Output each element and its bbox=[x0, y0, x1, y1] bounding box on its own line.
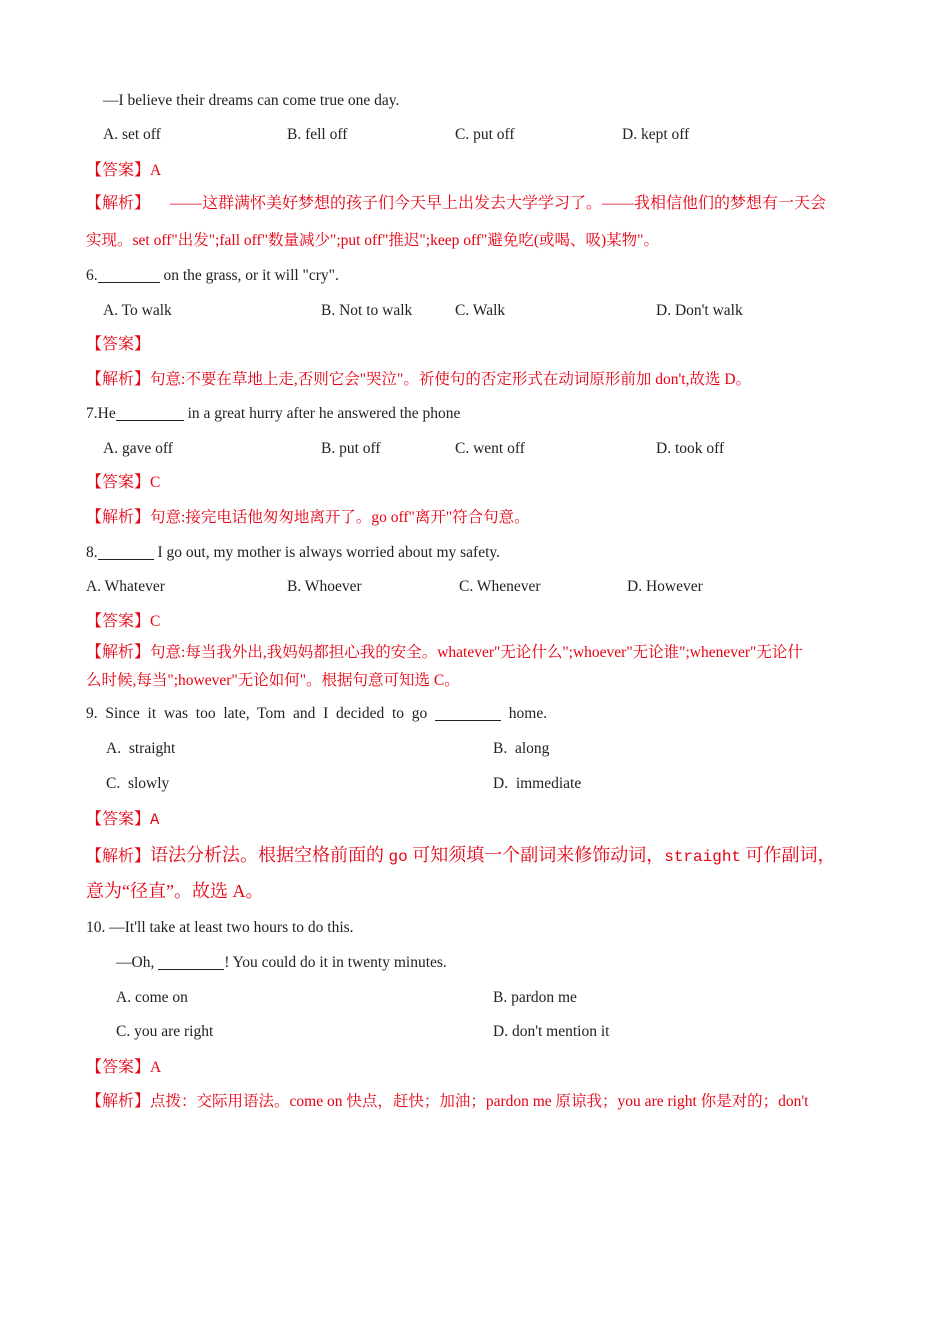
answer-blank bbox=[98, 544, 154, 560]
q9-option-c: C. slowly bbox=[106, 775, 170, 792]
q7-option-c: C. went off bbox=[455, 440, 525, 457]
q6-option-c: C. Walk bbox=[455, 302, 506, 319]
q8-option-a: A. Whatever bbox=[86, 578, 165, 595]
q6-stem: 6. on the grass, or it will "cry". bbox=[86, 267, 339, 284]
q10-option-b: B. pardon me bbox=[493, 989, 577, 1006]
answer-blank bbox=[435, 705, 501, 721]
q9-option-a: A. straight bbox=[106, 740, 176, 757]
q9-option-d: D. immediate bbox=[493, 775, 582, 792]
explanation-label: 【解析】 bbox=[86, 1091, 151, 1110]
q5-option-a: A. set off bbox=[103, 126, 161, 143]
answer-value: A bbox=[150, 162, 162, 179]
q10-reply: —Oh, ! You could do it in twenty minutes. bbox=[116, 954, 447, 971]
explanation-label: 【解析】 bbox=[86, 193, 151, 212]
q6-explanation: 【解析】句意:不要在草地上走,否则它会"哭泣"。祈使句的否定形式在动词原形前加 don't,故选 D。 bbox=[86, 369, 752, 388]
answer-blank bbox=[98, 267, 160, 283]
answer-label: 【答案】 bbox=[86, 334, 151, 353]
answer-blank bbox=[116, 405, 184, 421]
q9-stem: 9. Since it was too late, Tom and I decided to go home. bbox=[86, 705, 548, 722]
q9-option-b: B. along bbox=[493, 740, 550, 757]
q9-answer bbox=[86, 809, 159, 830]
q8-stem: 8. I go out, my mother is always worried about my safety. bbox=[86, 544, 501, 561]
answer-label: 【答案】 bbox=[86, 809, 151, 828]
q6-option-d: D. Don't walk bbox=[656, 302, 743, 319]
q5-answer bbox=[86, 160, 161, 181]
q8-option-c: C. Whenever bbox=[459, 578, 541, 595]
q10-option-a: A. come on bbox=[116, 989, 188, 1006]
q8-option-b: B. Whoever bbox=[287, 578, 362, 595]
q7-stem: 7.He in a great hurry after he answered the phone bbox=[86, 405, 461, 422]
q7-option-b: B. put off bbox=[321, 440, 381, 457]
q10-option-d: D. don't mention it bbox=[493, 1023, 610, 1040]
q10-stem: 10. —It'll take at least two hours to do this. bbox=[86, 919, 354, 936]
answer-label: 【答案】 bbox=[86, 1057, 151, 1076]
q9-explanation-line2: 意为“径直”。故选 A。 bbox=[86, 881, 264, 901]
q7-answer bbox=[86, 472, 160, 493]
answer-value: A bbox=[150, 1059, 162, 1076]
answer-label: 【答案】 bbox=[86, 611, 151, 630]
explanation-label: 【解析】 bbox=[86, 642, 151, 661]
q5-option-c: C. put off bbox=[455, 126, 515, 143]
q6-option-a: A. To walk bbox=[103, 302, 172, 319]
q10-answer bbox=[86, 1057, 161, 1078]
q8-option-d: D. However bbox=[627, 578, 703, 595]
q10-explanation: 【解析】点拨：交际用语法。come on 快点，赶快；加油；pardon me 原谅我；you are right 你是对的；don't bbox=[86, 1091, 809, 1110]
q8-explanation-line2: 么时候,每当";however"无论如何"。根据句意可知选 C。 bbox=[86, 672, 460, 689]
explanation-label: 【解析】 bbox=[86, 507, 151, 526]
q8-explanation-line1: 【解析】句意:每当我外出,我妈妈都担心我的安全。whatever"无论什么";whoever"无论谁";whenever"无论什 bbox=[86, 642, 803, 661]
q9-explanation-line1: 【解析】语法分析法。根据空格前面的 go 可知须填一个副词来修饰动词，straight 可作副词， bbox=[86, 845, 836, 866]
answer-value: C bbox=[150, 613, 161, 630]
explanation-label: 【解析】 bbox=[86, 369, 151, 388]
q5-option-d: D. kept off bbox=[622, 126, 690, 143]
q8-answer bbox=[86, 611, 160, 632]
q6-option-b: B. Not to walk bbox=[321, 302, 413, 319]
q7-option-d: D. took off bbox=[656, 440, 725, 457]
q7-option-a: A. gave off bbox=[103, 440, 173, 457]
q5-explanation-line2: 实现。set off"出发";fall off"数量减少";put off"推迟";keep off"避免吃(或喝、吸)某物"。 bbox=[86, 232, 659, 249]
q5-explanation-line1: 【解析】 ——这群满怀美好梦想的孩子们今天早上出发去大学学习了。——我相信他们的梦想有一天会 bbox=[86, 193, 827, 212]
q6-answer bbox=[86, 334, 150, 355]
answer-value: C bbox=[150, 474, 161, 491]
answer-value: A bbox=[150, 811, 160, 829]
q7-explanation: 【解析】句意:接完电话他匆匆地离开了。go off"离开"符合句意。 bbox=[86, 507, 530, 526]
explanation-label: 【解析】 bbox=[86, 846, 151, 865]
answer-label: 【答案】 bbox=[86, 160, 151, 179]
answer-blank bbox=[158, 954, 224, 970]
q10-option-c: C. you are right bbox=[116, 1023, 214, 1040]
q5-reply: —I believe their dreams can come true one day. bbox=[103, 92, 400, 109]
q5-option-b: B. fell off bbox=[287, 126, 348, 143]
answer-label: 【答案】 bbox=[86, 472, 151, 491]
